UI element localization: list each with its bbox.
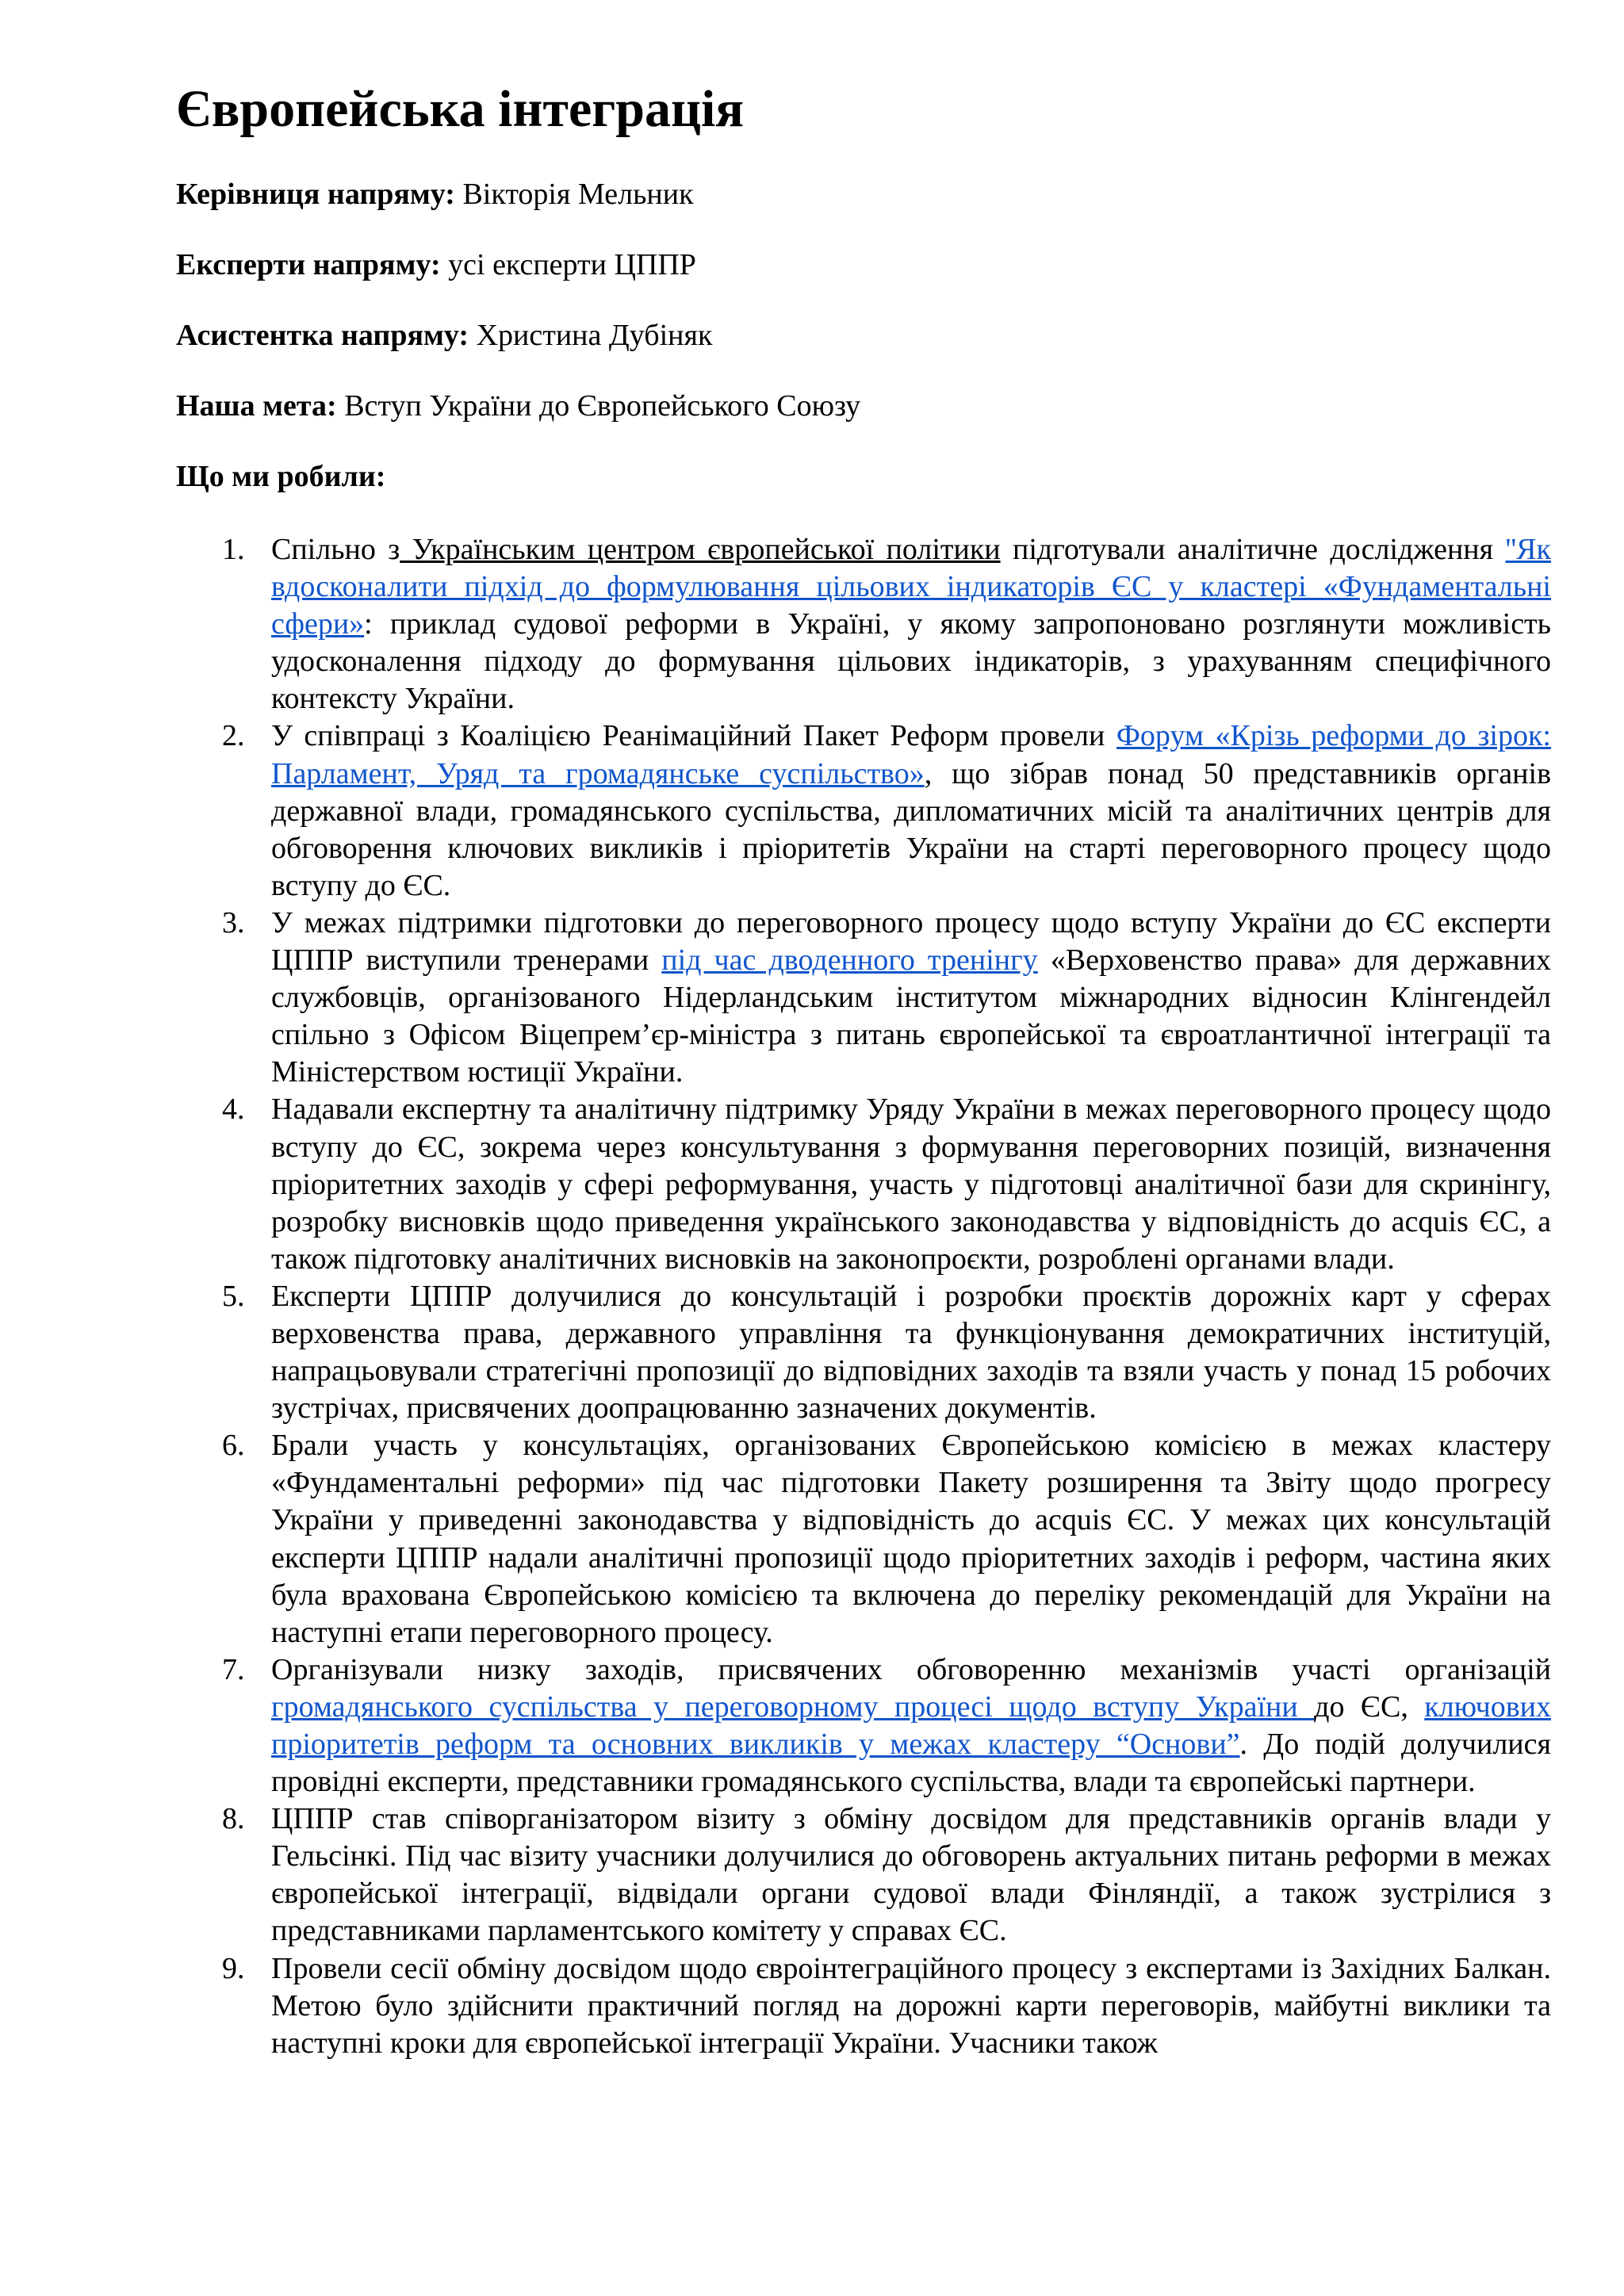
- inline-link[interactable]: ''Як вдосконалити підхід до формулювання цільових індикаторів ЄС у кластері «Фундаментальні сфери»: [271, 533, 1551, 641]
- experts-value: усі експерти ЦППР: [448, 248, 696, 281]
- text-run: : приклад судової реформи в Україні, у якому запропоновано розглянути можливість удосконалення підходу до формування цільових індикаторів, з урахуванням специфічного контексту України.: [271, 607, 1551, 716]
- section-heading-text: Що ми робили:: [176, 460, 386, 493]
- inline-link[interactable]: ключових пріоритетів реформ та основних викликів у межах кластеру “Основи”: [271, 1689, 1551, 1761]
- list-item: [176, 1800, 1551, 1950]
- text-run: У співпраці з Коаліцією Реанімаційний Пакет Реформ провели: [271, 719, 1116, 753]
- list-item-text: [271, 1427, 1551, 1651]
- assistant-label: Асистентка напряму:: [176, 319, 469, 352]
- list-item-text: [271, 1950, 1551, 2062]
- list-item-text: [271, 531, 1551, 718]
- text-run: підготували аналітичне дослідження: [1000, 533, 1506, 566]
- page-bottom-edge: [0, 2267, 1624, 2296]
- text-run: . До подій долучилися провідні експерти, представники громадянського суспільства, влади та європейські партнери.: [271, 1728, 1551, 1799]
- list-item-number: 7.: [222, 1652, 245, 1686]
- head-value: Вікторія Мельник: [462, 178, 694, 211]
- head-line: [176, 175, 694, 213]
- list-item-number: 6.: [222, 1429, 245, 1463]
- page-title: Європейська інтеграція: [176, 80, 745, 138]
- list-item: [176, 1278, 1551, 1427]
- list-item-number: 4.: [222, 1093, 245, 1127]
- list-item-number: 3.: [222, 905, 245, 939]
- text-run: Брали участь у консультаціях, організованих Європейською комісією в межах кластеру «Фундаментальні реформи» під час підготовки Пакету розширення та Звіту щодо прогресу України у приведенні законодавства у відповідність до acquis ЄС. У межах цих консультацій експерти ЦППР надали аналітичні пропозиції щодо пріоритетних заходів і реформ, частина яких була врахована Європейською комісією та включена до переліку рекомендацій для України на наступні етапи переговорного процесу.: [271, 1429, 1551, 1649]
- text-run: Спільно з: [271, 533, 400, 566]
- goal-line: [176, 387, 860, 425]
- head-label: Керівниця напряму:: [176, 178, 455, 211]
- text-run: «Верховенство права» для державних службовців, організованого Нідерландським інститутом міжнародних відносин Клінгендейл спільно з Офісом Віцепрем’єр-міністра з питань європейської та євроатлантичної інтеграції та Міністерством юстиції України.: [271, 943, 1551, 1089]
- text-run: , що зібрав понад 50 представників органів державної влади, громадянського суспільства, дипломатичних місій та аналітичних центрів для обговорення ключових викликів і пріоритетів України на старті переговорного процесу щодо вступу до ЄС.: [271, 756, 1552, 902]
- inline-link[interactable]: Форум «Крізь реформи до зірок: Парламент, Уряд та громадянське суспільство»: [271, 719, 1551, 790]
- list-item: [176, 718, 1551, 904]
- list-item-number: 8.: [222, 1802, 245, 1836]
- list-item: [176, 1091, 1551, 1277]
- text-run: У межах підтримки підготовки до переговорного процесу щодо вступу України до ЄС експерти ЦППР виступили тренерами: [271, 905, 1551, 978]
- section-heading: [176, 457, 385, 496]
- text-run: Експерти ЦППР долучилися до консультацій і розробки проєктів дорожніх карт у сферах верховенства права, державного управління та функціонування демократичних інституцій, напрацьовували стратегічні пропозиції до відповідних заходів та взяли участь у понад 15 робочих зустрічах, присвячених доопрацюванню зазначених документів.: [271, 1279, 1551, 1425]
- underlined-text: Українським центром європейської політики: [400, 533, 1001, 566]
- list-item-text: [271, 1091, 1551, 1277]
- list-item-number: 5.: [222, 1279, 245, 1313]
- experts-line: [176, 246, 696, 284]
- text-run: Провели сесії обміну досвідом щодо євроінтеграційного процесу з експертами із Західних Балкан. Метою було здійснити практичний погляд на дорожні карти переговорів, майбутні виклики та наступні кроки для європейської інтеграції України. Учасники також: [271, 1951, 1551, 2060]
- inline-link[interactable]: громадянського суспільства у переговорному процесі щодо вступу України: [271, 1689, 1315, 1724]
- list-item: [176, 1427, 1551, 1651]
- assistant-value: Христина Дубіняк: [476, 319, 713, 352]
- list-item: [176, 905, 1551, 1091]
- list-item-text: [271, 1800, 1551, 1950]
- list-item-number: 1.: [222, 533, 245, 566]
- activity-list: [176, 531, 1551, 2062]
- list-item-text: [271, 718, 1551, 904]
- assistant-line: [176, 316, 712, 354]
- list-item: [176, 531, 1551, 718]
- list-item-number: 2.: [222, 719, 245, 753]
- list-item: [176, 1950, 1551, 2062]
- list-item-text: [271, 905, 1551, 1091]
- goal-label: Наша мета:: [176, 389, 337, 423]
- list-item-text: [271, 1651, 1551, 1800]
- experts-label: Експерти напряму:: [176, 248, 441, 281]
- list-item: [176, 1651, 1551, 1800]
- goal-value: Вступ України до Європейського Союзу: [344, 389, 861, 423]
- list-item-text: [271, 1278, 1551, 1427]
- text-run: Організували низку заходів, присвячених обговоренню механізмів участі організацій: [271, 1652, 1551, 1686]
- list-item-number: 9.: [222, 1951, 245, 1985]
- text-run: ЦППР став співорганізатором візиту з обміну досвідом для представників органів влади у Гельсінкі. Під час візиту учасники долучилися до обговорень актуальних питань реформи в межах європейської інтеграції, відвідали органи судової влади Фінляндії, а також зустрілися з представниками парламентського комітету у справах ЄС.: [271, 1802, 1551, 1948]
- text-run: до ЄС,: [1314, 1689, 1425, 1724]
- inline-link[interactable]: під час дводенного тренінгу: [661, 943, 1038, 978]
- text-run: Надавали експертну та аналітичну підтримку Уряду України в межах переговорного процесу щодо вступу до ЄС, зокрема через консультування з формування переговорних позицій, визначення пріоритетних заходів у сфері реформування, участь у підготовці аналітичної бази для скринінгу, розробку висновків щодо приведення українського законодавства у відповідність до acquis ЄС, а також підготовку аналітичних висновків на законопроєкти, розроблені органами влади.: [271, 1093, 1551, 1276]
